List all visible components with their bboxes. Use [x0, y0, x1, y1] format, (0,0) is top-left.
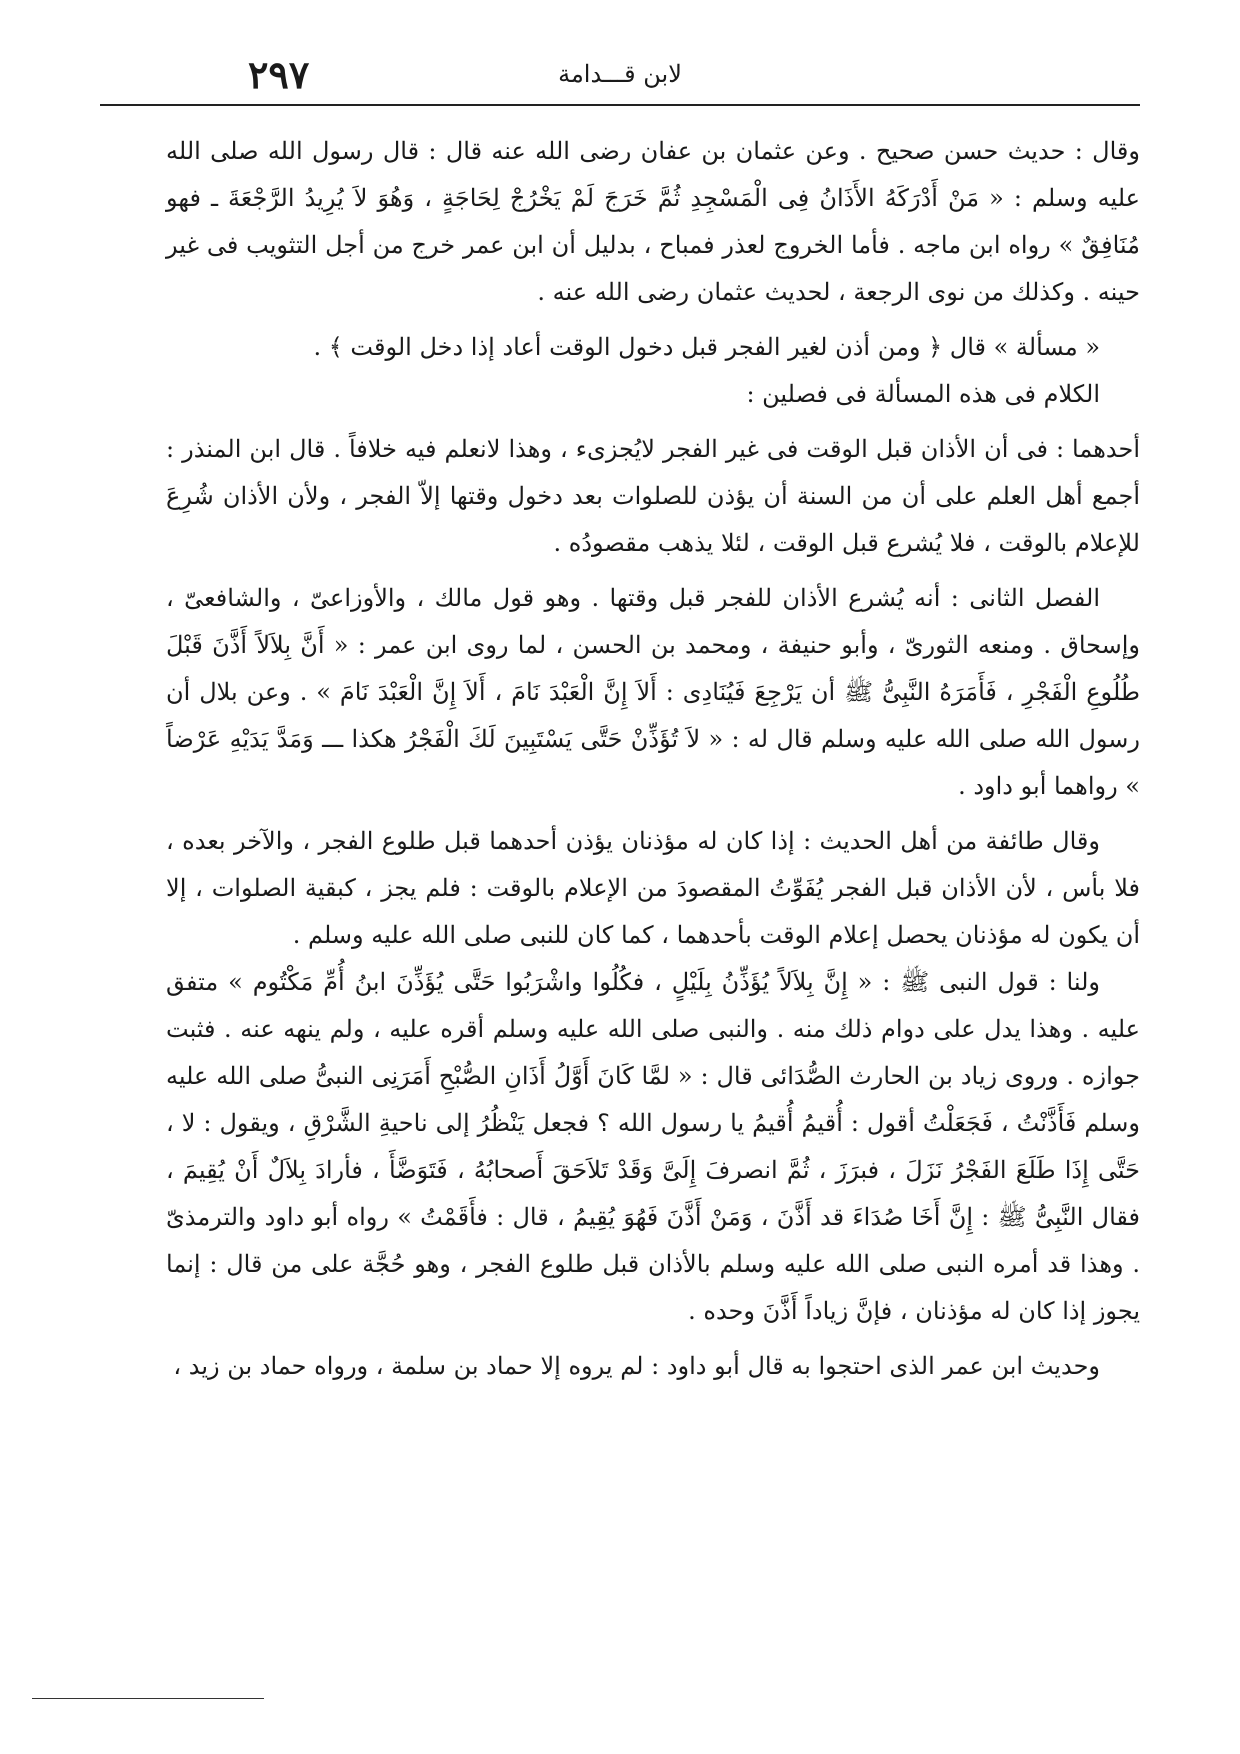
body-text [166, 128, 1140, 1390]
header-rule [100, 104, 1140, 106]
paragraph: الكلام فى هذه المسألة فى فصلين : [746, 380, 1100, 408]
page-header [100, 52, 1140, 104]
running-title: لابن قـــدامة [558, 60, 682, 88]
footnote-rule [32, 1698, 264, 1699]
paragraph: أحدهما : فى أن الأذان قبل الوقت فى غير الفجر لايُجزىء ، وهذا لانعلم فيه خلافاً . قال ابن المنذر : أجمع أهل العلم على أن من السنة أن يؤذن للصلوات بعد دخول وقتها إلاّ الفجر ، ولأن الأذان شُرِعَ للإعلام بالوقت ، فلا يُشرع قبل الوقت ، لئلا يذهب مقصودُه . [166, 435, 1140, 557]
paragraph: ولنا : قول النبى ﷺ : « إِنَّ بِلاَلاً يُؤَذِّنُ بِلَيْلٍ ، فكُلُوا واشْرَبُوا حَتَّى يُؤَذِّنَ ابنُ أُمِّ مَكْتُوم » متفق عليه . وهذا يدل على دوام ذلك منه . والنبى صلى الله عليه وسلم أقره عليه ، ولم ينهه عنه . فثبت جوازه . وروى زياد بن الحارث الصُّدَائى قال : « لمَّا كَانَ أَوَّلُ أَذَانِ الصُّبْحِ أَمَرَنِى النبىُّ صلى الله عليه وسلم فَأَذَّنْتُ ، فَجَعَلْتُ أقول : أُقيمُ أُقيمُ يا رسول الله ؟ فجعل يَنْظُرُ إلى ناحيةِ الشَّرْقِ ، ويقول : لا ، حَتَّى إِذَا طَلَعَ الفَجْرُ نَزَلَ ، فبرَزَ ، ثُمَّ انصرفَ إِلَىَّ وَقَدْ تَلاَحَقَ أَصحابُهُ ، فَتَوَضَّأَ ، فأرادَ بِلاَلٌ أَنْ يُقِيمَ ، فقال النَّبِىُّ ﷺ : إِنَّ أَخَا صُدَاءَ قد أَذَّنَ ، وَمَنْ أَذَّنَ فَهُوَ يُقِيمُ ، قال : فأَقَمْتُ » رواه أبو داود والترمذىّ . وهذا قد أمره النبى صلى الله عليه وسلم بالأذان قبل طلوع الفجر ، وهو حُجَّة على من قال : إنما يجوز إذا كان له مؤذنان ، فإنَّ زياداً أَذَّنَ وحده . [166, 968, 1141, 1325]
masala-heading: « مسألة » قال ﴿ ومن أذن لغير الفجر قبل دخول الوقت أعاد إذا دخل الوقت ﴾ . [313, 333, 1100, 361]
paragraph: وحديث ابن عمر الذى احتجوا به قال أبو داود : لم يروه إلا حماد بن سلمة ، ورواه حماد بن زيد ، [173, 1352, 1100, 1380]
page-number: ٢٩٧ [248, 52, 310, 97]
paragraph: وقال طائفة من أهل الحديث : إذا كان له مؤذنان يؤذن أحدهما قبل طلوع الفجر ، والآخر بعده ، فلا بأس ، لأن الأذان قبل الفجر يُفَوِّتُ المقصودَ من الإعلام بالوقت : فلم يجز ، كبقية الصلوات ، إلا أن يكون له مؤذنان يحصل إعلام الوقت بأحدهما ، كما كان للنبى صلى الله عليه وسلم . [166, 827, 1140, 949]
paragraph: الفصل الثانى : أنه يُشرع الأذان للفجر قبل وقتها . وهو قول مالك ، والأوزاعىّ ، والشافعىّ ، وإسحاق . ومنعه الثورىّ ، وأبو حنيفة ، ومحمد بن الحسن ، لما روى ابن عمر : « أَنَّ بِلاَلاً أَذَّنَ قَبْلَ طُلُوعِ الْفَجْرِ ، فَأَمَرَهُ النَّبِىُّ ﷺ أن يَرْجِعَ فَيُنَادِى : أَلاَ إِنَّ الْعَبْدَ نَامَ ، أَلاَ إِنَّ الْعَبْدَ نَامَ » . وعن بلال أن رسول الله صلى الله عليه وسلم قال له : « لاَ تُؤَذِّنْ حَتَّى يَسْتَبِينَ لَكَ الْفَجْرُ هكذا ـــ وَمَدَّ يَدَيْهِ عَرْضاً » رواهما أبو داود . [166, 584, 1140, 800]
paragraph: وقال : حديث حسن صحيح . وعن عثمان بن عفان رضى الله عنه قال : قال رسول الله صلى الله عليه وسلم : « مَنْ أَدْرَكَهُ الأَذَانُ فِى الْمَسْجِدِ ثُمَّ خَرَجَ لَمْ يَخْرُجْ لِحَاجَةٍ ، وَهُوَ لاَ يُرِيدُ الرَّجْعَةَ ـ فهو مُنَافِقٌ » رواه ابن ماجه . فأما الخروج لعذر فمباح ، بدليل أن ابن عمر خرج من أجل التثويب فى غير حينه . وكذلك من نوى الرجعة ، لحديث عثمان رضى الله عنه . [166, 137, 1140, 306]
